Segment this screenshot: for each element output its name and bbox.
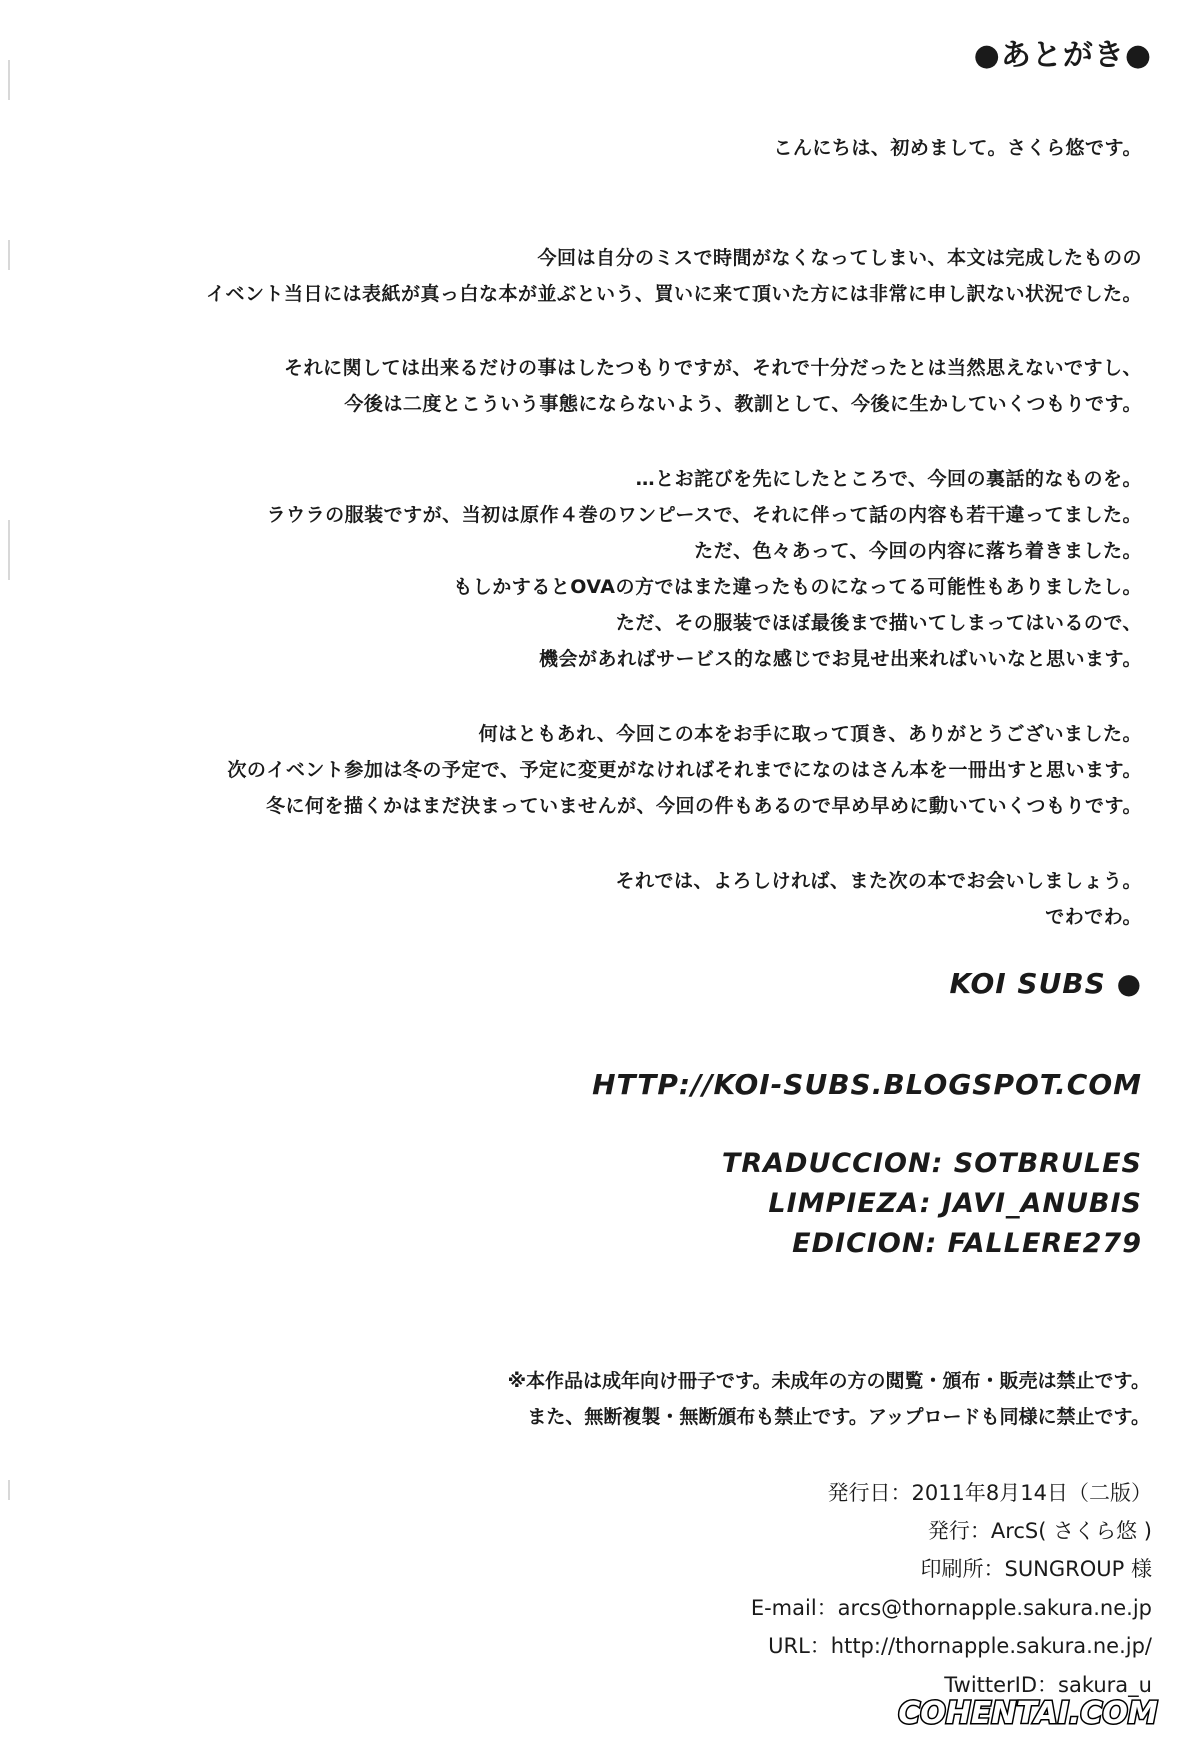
paragraph-line: 今回は自分のミスで時間がなくなってしまい、本文は完成したものの	[537, 247, 1142, 269]
editing-credit: EDICION: FALLERE279	[792, 1228, 1142, 1259]
paragraph-line: ただ、色々あって、今回の内容に落ち着きました。	[694, 540, 1142, 562]
adult-content-notice: ※本作品は成年向け冊子です。未成年の方の閲覧・頒布・販売は禁止です。	[507, 1370, 1150, 1392]
paragraph-line: ただ、その服装でほぼ最後まで描いてしまってはいるので、	[615, 612, 1142, 634]
scan-edge-mark	[8, 1480, 10, 1500]
paragraph-line: 機会があればサービス的な感じでお見せ出来ればいいなと思います。	[539, 648, 1142, 670]
paragraph-line: 次のイベント参加は冬の予定で、予定に変更がなければそれまでになのはさん本を一冊出すと思います。	[227, 759, 1142, 781]
paragraph-line: …とお詫びを先にしたところで、今回の裏話的なものを。	[635, 468, 1142, 490]
scan-edge-mark	[8, 240, 10, 270]
copy-prohibition-notice: また、無断複製・無断頒布も禁止です。アップロードも同様に禁止です。	[527, 1406, 1150, 1428]
publisher: 発行：ArcS( さくら悠 )	[927, 1519, 1152, 1543]
cleaning-credit: LIMPIEZA: JAVI_ANUBIS	[768, 1188, 1142, 1219]
paragraph-line: イベント当日には表紙が真っ白な本が並ぶという、買いに来て頂いた方には非常に申し訳ない状況でした。	[205, 283, 1142, 305]
afterword-heading: ●あとがき●	[973, 38, 1152, 73]
author-url[interactable]: URL：http://thornapple.sakura.ne.jp/	[768, 1634, 1152, 1658]
twitter-id: TwitterID：sakura_u	[944, 1673, 1152, 1697]
paragraph-line: それでは、よろしければ、また次の本でお会いしましょう。	[615, 870, 1142, 892]
paragraph-line: 冬に何を描くかはまだ決まっていませんが、今回の件もあるので早め早めに動いていくつもりです。	[266, 795, 1142, 817]
watermark-text: COHENTAI.COM	[898, 1696, 1158, 1731]
printer: 印刷所：SUNGROUP 様	[920, 1557, 1152, 1581]
paragraph-line: それに関しては出来るだけの事はしたつもりですが、それで十分だったとは当然思えないですし、	[283, 357, 1142, 379]
issue-date: 発行日：2011年8月14日（二版）	[827, 1481, 1152, 1505]
greeting-line: こんにちは、初めまして。さくら悠です。	[773, 137, 1142, 159]
email[interactable]: E-mail：arcs@thornapple.sakura.ne.jp	[750, 1596, 1152, 1620]
scan-edge-mark	[8, 520, 10, 580]
paragraph-line: 今後は二度とこういう事態にならないよう、教訓として、今後に生かしていくつもりです。	[344, 393, 1142, 415]
translation-credit: TRADUCCION: SOTBRULES	[721, 1148, 1142, 1179]
scanlation-group-url[interactable]: HTTP://KOI-SUBS.BLOGSPOT.COM	[592, 1068, 1142, 1101]
scan-edge-mark	[8, 60, 10, 100]
scanlation-group-name: KOI SUBS ●	[949, 967, 1142, 1000]
paragraph-line: ラウラの服装ですが、当初は原作４巻のワンピースで、それに伴って話の内容も若干違ってました。	[266, 504, 1142, 526]
paragraph-line: でわでわ。	[1045, 906, 1142, 928]
site-watermark-logo	[878, 1687, 1178, 1735]
paragraph-line: もしかするとOVAの方ではまた違ったものになってる可能性もありましたし。	[453, 576, 1142, 598]
paragraph-line: 何はともあれ、今回この本をお手に取って頂き、ありがとうございました。	[478, 723, 1142, 745]
